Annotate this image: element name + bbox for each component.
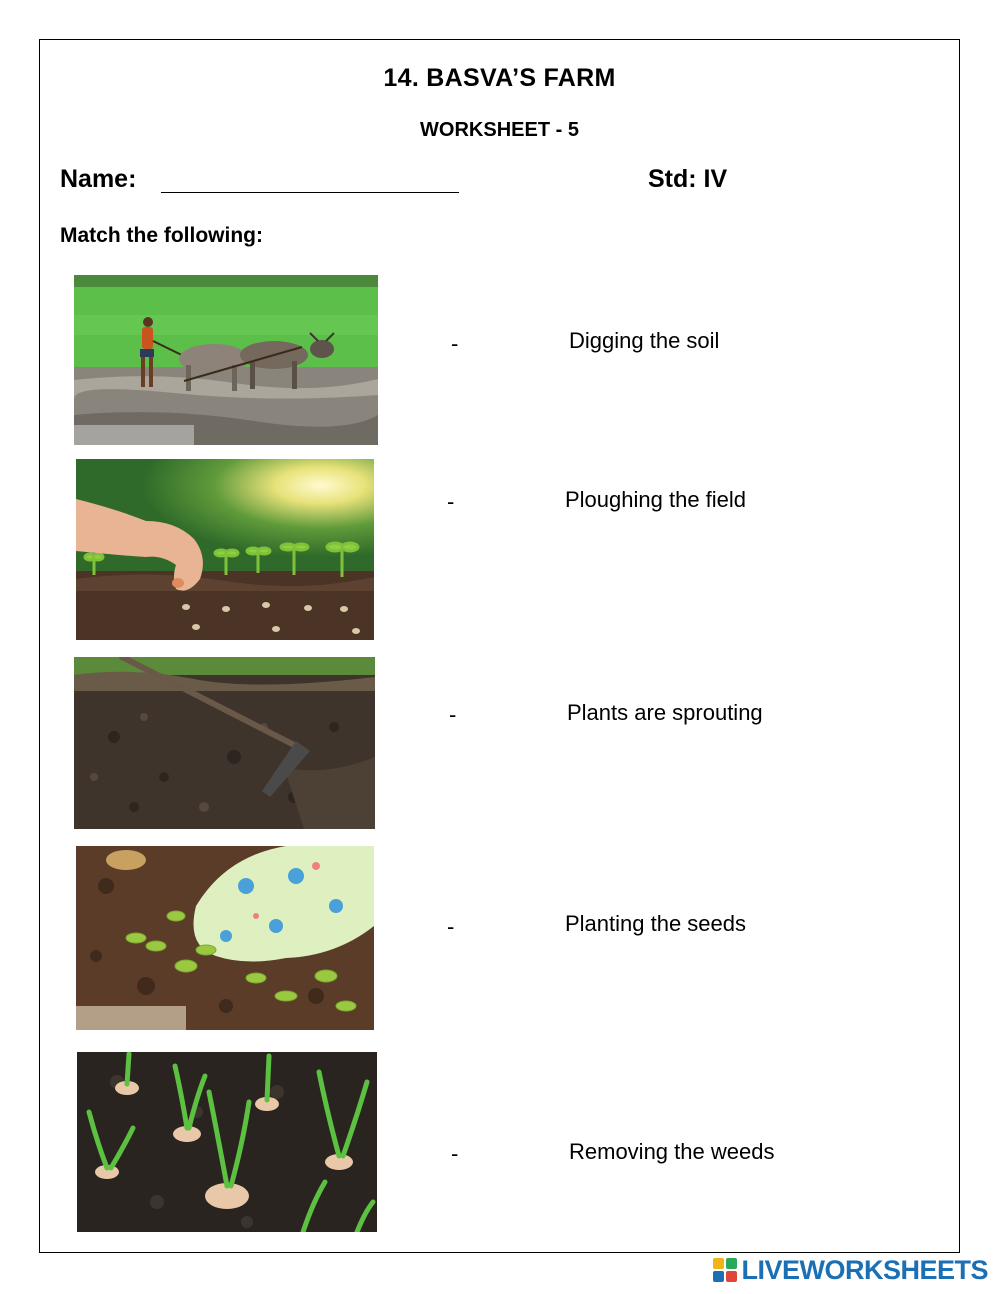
worksheet-frame — [39, 39, 960, 1253]
match-phrase-1[interactable]: Digging the soil — [569, 328, 720, 353]
ploughing-oxen-picture — [74, 275, 378, 445]
worksheet-title: 14. BASVA’S FARM — [383, 64, 616, 92]
match-phrase-3[interactable]: Plants are sprouting — [567, 700, 763, 725]
liveworksheets-logo-text: LIVEWORKSHEETS — [741, 1254, 988, 1285]
name-label: Name: — [60, 165, 137, 193]
std-label: Std: IV — [648, 165, 728, 193]
match-dash-5: - — [451, 1141, 459, 1166]
sprouting-onions-picture — [77, 1052, 377, 1232]
instruction-text: Match the following: — [60, 224, 263, 247]
worksheet-subtitle: WORKSHEET - 5 — [420, 119, 579, 141]
match-phrase-2[interactable]: Ploughing the field — [565, 487, 747, 512]
match-dash-3: - — [449, 702, 457, 727]
match-dash-4: - — [447, 914, 455, 939]
match-dash-2: - — [447, 489, 455, 514]
weeding-gloved-hand-picture — [76, 846, 374, 1030]
name-answer-line[interactable] — [161, 192, 459, 193]
match-phrase-4[interactable]: Planting the seeds — [565, 911, 747, 936]
match-phrase-5[interactable]: Removing the weeds — [569, 1139, 775, 1164]
match-dash-1: - — [451, 331, 459, 356]
liveworksheets-logo-icon — [713, 1258, 737, 1282]
digging-hoe-picture — [74, 657, 375, 829]
planting-seeds-picture — [76, 459, 374, 640]
liveworksheets-logo — [713, 1254, 988, 1286]
